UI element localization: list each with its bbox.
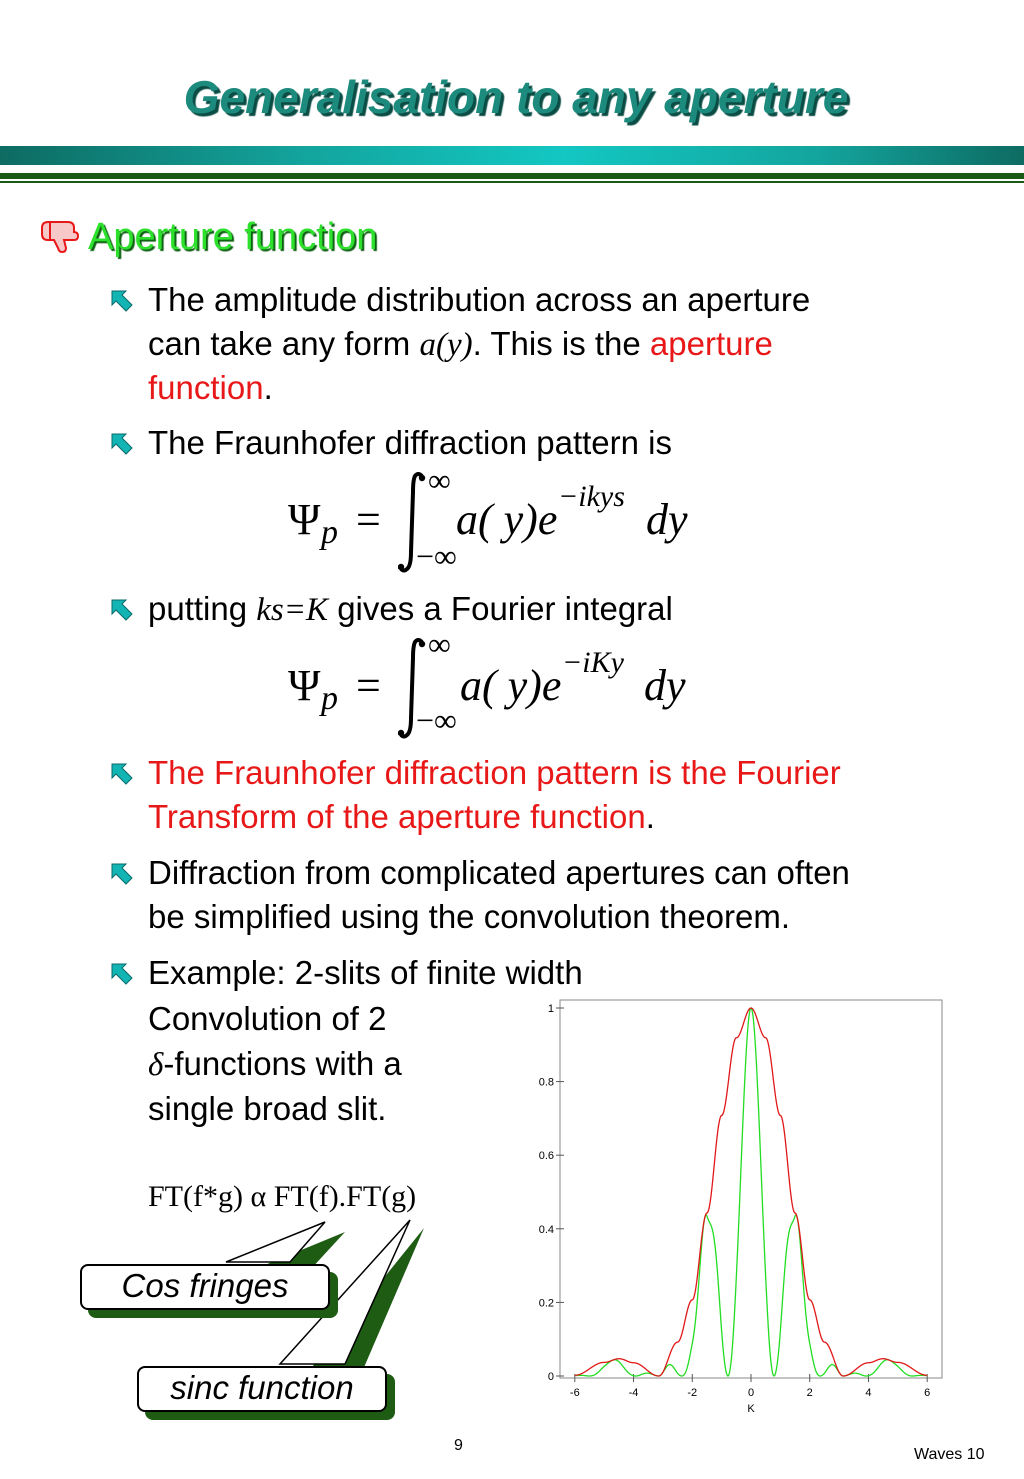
x-tick-label: -6	[569, 1387, 580, 1399]
y-tick-label: 1	[547, 1003, 554, 1015]
bullet-convolution-line2: be simplified using the convolution theorem.	[148, 898, 791, 935]
y-tick-label: 0.2	[538, 1297, 554, 1310]
bullet-example-line1: Example: 2-slits of finite width	[148, 954, 583, 991]
y-tick-label: 0.8	[538, 1076, 554, 1089]
bullet-fourier-integral: putting ks=K gives a Fourier integral	[148, 590, 673, 628]
x-tick-label: 6	[924, 1387, 931, 1399]
bullet-amplitude-line1: The amplitude distribution across an aperture	[148, 281, 811, 318]
footer-text: Waves 10	[914, 1446, 985, 1463]
x-tick-label: -2	[687, 1387, 698, 1399]
x-tick-label: 4	[865, 1387, 872, 1399]
bullet-example-line3: δ-functions with a	[148, 1045, 402, 1083]
equation-fourier-integral: Ψ p = ∞ −∞ a( y)e −iKy dy	[288, 626, 686, 738]
bullet-fourier-transform-line1: The Fraunhofer diffraction pattern is the Fourier	[148, 754, 841, 791]
bullet-example-line4: single broad slit.	[148, 1090, 387, 1127]
x-tick-label: 2	[806, 1387, 813, 1399]
delta-symbol: δ	[148, 1047, 164, 1083]
chart-plot-area	[560, 1000, 942, 1378]
equation-fraunhofer-integral: Ψ p = ∞ −∞ a( y)e −ikys dy	[288, 462, 688, 574]
bullet-convolution-line1: Diffraction from complicated apertures can often	[148, 854, 850, 891]
bullet-fraunhofer-pattern: The Fraunhofer diffraction pattern is	[148, 424, 673, 461]
bullet-fourier-transform-line2: Transform of the aperture function.	[148, 798, 655, 835]
x-tick-label: -4	[628, 1387, 639, 1399]
slide-title: Generalisation to any aperture	[183, 71, 849, 123]
chart-x-label: K	[747, 1403, 755, 1415]
y-tick-label: 0	[547, 1371, 554, 1383]
section-heading-label: Aperture function	[88, 216, 378, 258]
convolution-theorem-formula: FT(f*g) α FT(f).FT(g)	[148, 1180, 417, 1213]
callout-cos-fringes: Cos fringes	[80, 1264, 330, 1310]
y-tick-label: 0.4	[538, 1223, 554, 1236]
diffraction-chart	[520, 996, 950, 1416]
page-number: 9	[454, 1437, 463, 1454]
bullet-example-line2: Convolution of 2	[148, 1000, 387, 1037]
aperture-symbol: a(y)	[419, 327, 473, 363]
x-tick-label: 0	[747, 1387, 755, 1399]
y-tick-label: 0.6	[538, 1150, 554, 1163]
bullet-amplitude-line2: can take any form a(y). This is the aperture	[148, 325, 773, 363]
callout-sinc-function: sinc function	[137, 1366, 387, 1412]
bullet-amplitude-line3: function.	[148, 369, 273, 406]
